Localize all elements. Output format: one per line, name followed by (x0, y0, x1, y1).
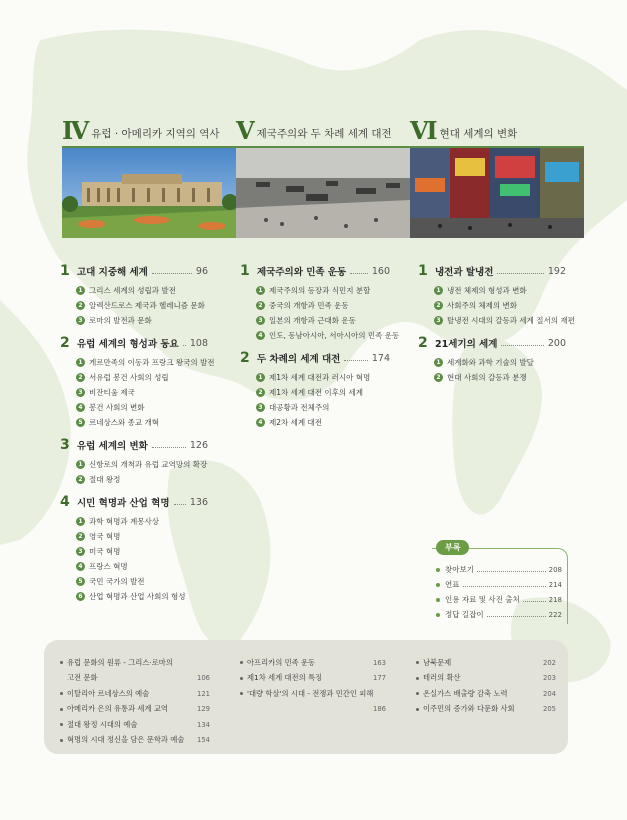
unit-4-numeral: Ⅳ (62, 116, 89, 145)
section-heading[interactable] (418, 262, 566, 280)
item-number-badge: 3 (76, 316, 85, 325)
item-number-badge: 5 (76, 418, 85, 427)
section-page: 126 (189, 439, 208, 451)
appendix-list (436, 562, 562, 622)
section-page: 160 (371, 265, 390, 277)
item-label: 신항로의 개척과 유럽 교역망의 확장 (89, 460, 208, 469)
section-number: 2 (418, 335, 428, 351)
unit-6-numeral: Ⅵ (410, 116, 437, 145)
toc-column-3 (418, 262, 575, 391)
appendix-item-page: 208 (548, 565, 562, 574)
topic-label: 이탈리아 르네상스의 예술 (67, 688, 150, 698)
section-title: 유럽 세계의 형성과 동요 (77, 339, 179, 350)
topic-label: 유럽 문화의 원류 - 그리스·로마의 (67, 657, 173, 667)
topic-page: 163 (373, 658, 386, 667)
toc-item[interactable] (76, 589, 208, 604)
toc-item[interactable] (76, 544, 208, 559)
topic-item (60, 671, 210, 687)
item-label: 탈냉전 시대의 갈등과 세계 질서의 재편 (447, 316, 575, 325)
unit-5[interactable] (236, 118, 410, 240)
item-label: 대공황과 전체주의 (269, 403, 330, 412)
leader-dots (477, 571, 546, 572)
toc-item[interactable] (76, 313, 208, 328)
toc-section (240, 262, 400, 343)
item-label: 제1차 세계 대전과 러시아 혁명 (269, 373, 371, 382)
section-heading[interactable] (60, 262, 208, 280)
section-page: 192 (547, 265, 566, 277)
section-number: 1 (240, 263, 250, 279)
topic-item[interactable] (240, 686, 386, 702)
unit-6-title: 현대 세계의 변화 (439, 128, 518, 140)
toc-item[interactable] (434, 313, 575, 328)
section-heading[interactable] (60, 334, 208, 352)
section-title: 21세기의 세계 (435, 339, 498, 350)
topic-item[interactable] (240, 655, 386, 671)
leader-dots (152, 447, 186, 448)
section-page: 108 (189, 337, 208, 349)
toc-item[interactable] (76, 415, 208, 430)
item-label: 제국주의의 등장과 식민지 분할 (269, 286, 371, 295)
item-number-badge: 2 (76, 475, 85, 484)
section-items (76, 355, 215, 430)
item-label: 인도, 동남아시아, 서아시아의 민족 운동 (269, 331, 400, 340)
topic-page: 203 (543, 674, 556, 683)
toc-item[interactable] (256, 385, 390, 400)
item-number-badge: 1 (256, 286, 265, 295)
bullet-dot-icon (60, 661, 63, 664)
topics-column-1 (60, 655, 210, 748)
appendix-item-page: 218 (548, 595, 562, 604)
toc-item[interactable] (76, 457, 208, 472)
topic-label: 아메리카 은의 유통과 세계 교역 (67, 704, 168, 714)
item-label: 미국 혁명 (89, 547, 121, 556)
section-number: 2 (60, 335, 70, 351)
unit-headers (62, 118, 584, 240)
section-page: 96 (195, 265, 208, 277)
item-number-badge: 1 (76, 460, 85, 469)
toc-section (60, 262, 208, 328)
section-heading[interactable] (240, 262, 390, 280)
section-title: 시민 혁명과 산업 혁명 (77, 498, 170, 509)
bullet-dot-icon (416, 677, 419, 680)
topic-page: 154 (197, 736, 210, 745)
topic-item[interactable] (60, 733, 210, 749)
topic-page: 205 (543, 705, 556, 714)
item-label: 제1차 세계 대전 이후의 세계 (269, 388, 364, 397)
bullet-dot-icon (60, 708, 63, 711)
item-number-badge: 3 (434, 316, 443, 325)
appendix-item-label: 정답 길잡이 (445, 610, 484, 619)
unit-5-header (236, 118, 410, 148)
item-number-badge: 1 (76, 517, 85, 526)
topic-item[interactable] (240, 671, 386, 687)
item-number-badge: 2 (256, 388, 265, 397)
appendix-box (432, 540, 568, 624)
toc-item[interactable] (76, 370, 208, 385)
war-landing-photo (236, 148, 410, 238)
toc-column-2 (240, 262, 400, 436)
item-number-badge: 5 (76, 577, 85, 586)
leader-dots (463, 586, 546, 587)
item-label: 영국 혁명 (89, 532, 121, 541)
section-title: 제국주의와 민족 운동 (257, 267, 347, 278)
bullet-dot-icon (60, 692, 63, 695)
item-number-badge: 3 (76, 388, 85, 397)
appendix-item-label: 찾아보기 (445, 565, 474, 574)
section-number: 2 (240, 350, 250, 366)
item-label: 그리스 세계의 성립과 발전 (89, 286, 176, 295)
section-number: 3 (60, 437, 70, 453)
item-label: 비잔티움 제국 (89, 388, 135, 397)
item-number-badge: 4 (76, 562, 85, 571)
section-heading[interactable] (240, 349, 390, 367)
bullet-dot-icon (416, 692, 419, 695)
item-number-badge: 2 (76, 373, 85, 382)
section-page: 174 (371, 352, 390, 364)
item-number-badge: 3 (256, 316, 265, 325)
section-number: 1 (418, 263, 428, 279)
leader-dots (497, 273, 543, 274)
topic-label: 테러의 확산 (423, 673, 461, 683)
toc-item[interactable] (256, 328, 400, 343)
item-number-badge: 2 (434, 373, 443, 382)
item-label: 르네상스와 종교 개혁 (89, 418, 159, 427)
versailles-photo (62, 148, 236, 238)
toc-section (418, 262, 575, 328)
topic-page: 202 (543, 658, 556, 667)
item-number-badge: 4 (76, 403, 85, 412)
section-title: 냉전과 탈냉전 (435, 267, 494, 278)
appendix-item-label: 인용 자료 및 사진 출처 (445, 595, 520, 604)
appendix-item[interactable] (436, 607, 562, 622)
item-number-badge: 2 (76, 532, 85, 541)
leader-dots (501, 345, 543, 346)
topic-item[interactable] (416, 686, 556, 702)
item-number-badge: 1 (76, 358, 85, 367)
bullet-dot-icon (60, 723, 63, 726)
toc-section (418, 334, 566, 385)
bullet-dot-icon (240, 661, 243, 664)
unit-4-title: 유럽 · 아메리카 지역의 역사 (91, 128, 220, 140)
item-label: 중국의 개항과 민족 운동 (269, 301, 349, 310)
appendix-item[interactable] (436, 562, 562, 577)
item-number-badge: 1 (434, 286, 443, 295)
topic-page: 121 (197, 689, 210, 698)
item-number-badge: 1 (76, 286, 85, 295)
section-items (76, 457, 208, 487)
topic-label: 제1차 세계 대전의 특징 (247, 673, 323, 683)
topic-page: 186 (373, 705, 386, 714)
item-label: 세계화와 과학 기술의 발달 (447, 358, 534, 367)
unit-6-header (410, 118, 584, 148)
item-label: 제2차 세계 대전 (269, 418, 323, 427)
item-label: 봉건 사회의 변화 (89, 403, 145, 412)
bullet-dot-icon (60, 739, 63, 742)
bullet-dot-icon (416, 708, 419, 711)
topic-label: 남북문제 (423, 657, 452, 667)
item-label: 냉전 체제의 형성과 변화 (447, 286, 527, 295)
leader-dots (523, 601, 546, 602)
topic-page: 106 (197, 674, 210, 683)
topic-label: 아프리카의 민족 운동 (247, 657, 316, 667)
item-label: 로마의 발전과 문화 (89, 316, 152, 325)
section-title: 고대 지중해 세계 (77, 267, 148, 278)
toc-item[interactable] (434, 355, 566, 370)
bullet-dot-icon (436, 583, 440, 587)
topic-page: 134 (197, 720, 210, 729)
item-label: 현대 사회의 갈등과 분쟁 (447, 373, 527, 382)
section-items (256, 283, 400, 343)
leader-dots (183, 345, 186, 346)
topic-item[interactable] (416, 671, 556, 687)
item-number-badge: 2 (434, 301, 443, 310)
item-label: 국민 국가의 발전 (89, 577, 145, 586)
section-number: 4 (60, 494, 70, 510)
item-label: 과학 혁명과 계몽사상 (89, 517, 159, 526)
times-square-photo (410, 148, 584, 238)
appendix-item-page: 214 (548, 580, 562, 589)
item-label: 프랑스 혁명 (89, 562, 128, 571)
toc-item[interactable] (76, 283, 208, 298)
appendix-badge: 부록 (436, 540, 469, 555)
toc-item[interactable] (76, 514, 208, 529)
leader-dots (487, 616, 546, 617)
toc-section (60, 493, 208, 604)
bullet-dot-icon (436, 598, 440, 602)
unit-5-title: 제국주의와 두 차례 세계 대전 (256, 128, 392, 140)
toc-item[interactable] (256, 415, 390, 430)
item-label: 사회주의 체제의 변화 (447, 301, 517, 310)
topic-label: 이주민의 증가와 다문화 사회 (423, 704, 515, 714)
toc-item[interactable] (256, 400, 390, 415)
topic-item[interactable] (60, 655, 210, 671)
toc-item[interactable] (76, 472, 208, 487)
toc-item[interactable] (76, 529, 208, 544)
bullet-dot-icon (436, 568, 440, 572)
leader-dots (174, 504, 186, 505)
item-number-badge: 2 (76, 301, 85, 310)
bullet-dot-icon (416, 661, 419, 664)
appendix-item[interactable] (436, 577, 562, 592)
section-items (76, 514, 208, 604)
item-number-badge: 1 (434, 358, 443, 367)
toc-item[interactable] (76, 298, 208, 313)
toc-column-1 (60, 262, 215, 610)
topic-item[interactable] (60, 717, 210, 733)
item-number-badge: 2 (256, 301, 265, 310)
toc-section (240, 349, 390, 430)
bullet-dot-icon (240, 692, 243, 695)
section-heading[interactable] (60, 493, 208, 511)
topic-page: 204 (543, 689, 556, 698)
bullet-dot-icon (436, 613, 440, 617)
unit-4[interactable] (62, 118, 236, 240)
leader-dots (152, 273, 192, 274)
topic-item[interactable] (416, 655, 556, 671)
item-label: 알렉산드로스 제국과 헬레니즘 문화 (89, 301, 205, 310)
item-number-badge: 4 (256, 331, 265, 340)
item-label: 절대 왕정 (89, 475, 121, 484)
toc-item[interactable] (256, 370, 390, 385)
leader-dots (350, 273, 368, 274)
toc-section (60, 334, 215, 430)
appendix-item-page: 222 (548, 610, 562, 619)
topic-page: 177 (373, 674, 386, 683)
item-number-badge: 3 (256, 403, 265, 412)
section-heading[interactable] (418, 334, 566, 352)
topic-label: 온실가스 배출량 감축 노력 (423, 688, 508, 698)
item-number-badge: 3 (76, 547, 85, 556)
section-number: 1 (60, 263, 70, 279)
section-items (434, 283, 575, 328)
section-title: 두 차례의 세계 대전 (257, 354, 341, 365)
topic-item[interactable] (60, 702, 210, 718)
topic-label: '대량 학살'의 시대 - 전쟁과 민간인 피해 (247, 688, 374, 698)
toc-item[interactable] (434, 283, 566, 298)
section-items (434, 355, 566, 385)
toc-item[interactable] (76, 385, 208, 400)
unit-6[interactable] (410, 118, 584, 240)
section-page: 136 (189, 496, 208, 508)
unit-4-header (62, 118, 236, 148)
topic-item[interactable] (416, 702, 556, 718)
topics-column-2 (240, 655, 386, 717)
toc-item[interactable] (76, 574, 208, 589)
item-label: 게르만족의 이동과 프랑크 왕국의 발전 (89, 358, 215, 367)
toc-item[interactable] (256, 298, 390, 313)
item-number-badge: 4 (256, 418, 265, 427)
appendix-item-label: 연표 (445, 580, 460, 589)
item-number-badge: 6 (76, 592, 85, 601)
leader-dots (344, 360, 368, 361)
topic-item[interactable] (60, 686, 210, 702)
toc-item[interactable] (434, 370, 566, 385)
item-label: 서유럽 봉건 사회의 성립 (89, 373, 169, 382)
toc-item[interactable] (76, 400, 208, 415)
toc-section (60, 436, 208, 487)
bullet-dot-icon (240, 677, 243, 680)
section-title: 유럽 세계의 변화 (77, 441, 148, 452)
toc-item[interactable] (76, 559, 208, 574)
item-label: 일본의 개항과 근대화 운동 (269, 316, 356, 325)
section-items (256, 370, 390, 430)
section-items (76, 283, 208, 328)
section-page: 200 (547, 337, 566, 349)
toc-item[interactable] (256, 313, 390, 328)
appendix-item[interactable] (436, 592, 562, 607)
section-heading[interactable] (60, 436, 208, 454)
topic-label: 절대 왕정 시대의 예술 (67, 719, 138, 729)
topic-page: 129 (197, 705, 210, 714)
toc-item[interactable] (434, 298, 566, 313)
toc-item[interactable] (256, 283, 390, 298)
item-label: 산업 혁명과 산업 사회의 형성 (89, 592, 186, 601)
topics-column-3 (416, 655, 556, 717)
toc-item[interactable] (76, 355, 215, 370)
topic-label: 고전 문화 (67, 673, 98, 683)
topic-label: 혁명의 시대 정신을 담은 문학과 예술 (67, 735, 185, 745)
topic-item (240, 702, 386, 718)
item-number-badge: 1 (256, 373, 265, 382)
unit-5-numeral: Ⅴ (236, 116, 254, 145)
